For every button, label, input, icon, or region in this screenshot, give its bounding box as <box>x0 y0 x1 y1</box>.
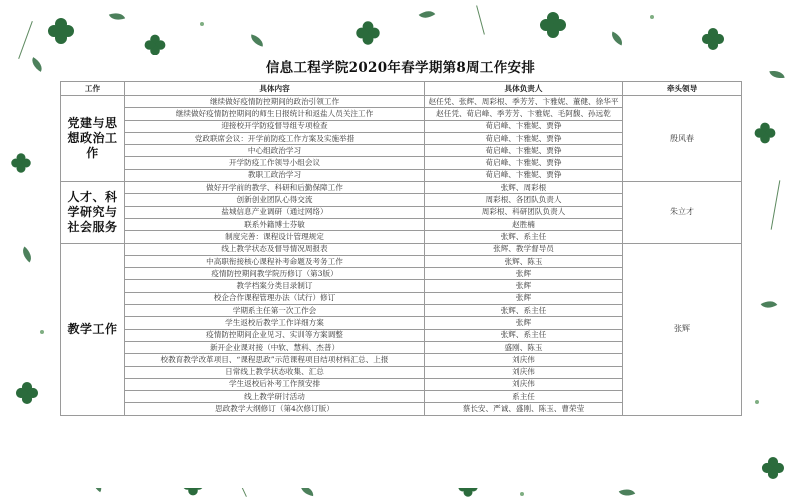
content-cell: 制度完善：课程设计管理规定 <box>125 231 425 243</box>
responsible-cell: 周彩根、科研团队负责人 <box>425 206 623 218</box>
vine-stem <box>476 5 485 34</box>
leaf-icon <box>29 57 46 72</box>
responsible-cell: 荀启峰、卞雅妮、贾铮 <box>425 157 623 169</box>
content-cell: 线上教学研讨活动 <box>125 391 425 403</box>
category-cell: 教学工作 <box>61 243 125 416</box>
content-cell: 新开企业课对接（中软、慧科、杰普） <box>125 341 425 353</box>
responsible-cell: 系主任 <box>425 391 623 403</box>
decor-dot <box>200 22 204 26</box>
content-cell: 校教育教学改革项目、“课程思政”示范课程项目结项材料汇总、上报 <box>125 354 425 366</box>
content-cell: 开学防疫工作领导小组会议 <box>125 157 425 169</box>
responsible-cell: 张辉 <box>425 268 623 280</box>
decor-dot <box>520 492 524 496</box>
clover-icon <box>48 18 74 44</box>
content-cell: 疫情防控期间教学院历修订（第3版） <box>125 268 425 280</box>
content-cell: 疫情防控期间企业见习、实训等方案调整 <box>125 329 425 341</box>
responsible-cell: 周彩根、各团队负责人 <box>425 194 623 206</box>
leaf-icon <box>609 31 625 45</box>
decor-dot <box>650 15 654 19</box>
responsible-cell: 刘庆伟 <box>425 354 623 366</box>
clover-icon <box>702 28 724 50</box>
content-cell: 创新创业团队心得交流 <box>125 194 425 206</box>
leaf-icon <box>419 7 436 22</box>
clover-icon <box>762 457 784 479</box>
leader-cell: 张辉 <box>623 243 742 416</box>
vine-stem <box>771 180 781 229</box>
schedule-body <box>61 96 742 416</box>
vine-stem <box>18 21 33 59</box>
responsible-cell: 盛刚、陈玉 <box>425 341 623 353</box>
content-cell: 党政联席会议：开学前防疫工作方案及实施举措 <box>125 132 425 144</box>
leaf-icon <box>761 297 778 312</box>
content-cell: 线上教学状态及督导情况周报表 <box>125 243 425 255</box>
clover-icon <box>540 12 566 38</box>
leaf-icon <box>769 69 784 80</box>
header-responsible: 具体负责人 <box>425 82 623 96</box>
leader-cell: 殷风春 <box>623 96 742 182</box>
content-cell: 学期系主任第一次工作会 <box>125 305 425 317</box>
header-leader: 牵头领导 <box>623 82 742 96</box>
responsible-cell: 张辉 <box>425 280 623 292</box>
responsible-cell: 张辉 <box>425 317 623 329</box>
clover-icon <box>11 153 31 173</box>
schedule-sheet <box>60 55 741 488</box>
responsible-cell: 张辉、教学督导员 <box>425 243 623 255</box>
responsible-cell: 张辉、系主任 <box>425 329 623 341</box>
responsible-cell: 蔡长安、严诚、盛刚、陈玉、曹荣莹 <box>425 403 623 416</box>
header-work: 工作 <box>61 82 125 96</box>
table-row <box>61 96 742 108</box>
content-cell: 日常线上教学状态收集、汇总 <box>125 366 425 378</box>
responsible-cell: 张辉、陈玉 <box>425 255 623 267</box>
responsible-cell: 荀启峰、卞雅妮、贾铮 <box>425 120 623 132</box>
clover-icon <box>16 382 38 404</box>
responsible-cell: 荀启峰、卞雅妮、贾铮 <box>425 132 623 144</box>
responsible-cell: 张辉、周彩根 <box>425 182 623 194</box>
responsible-cell: 张辉 <box>425 292 623 304</box>
content-cell: 联系外籍博士芬敏 <box>125 218 425 230</box>
responsible-cell: 荀启峰、卞雅妮、贾铮 <box>425 169 623 181</box>
responsible-cell: 刘庆伟 <box>425 378 623 390</box>
responsible-cell: 赵胜楠 <box>425 218 623 230</box>
leaf-icon <box>109 10 125 23</box>
content-cell: 学生返校后补考工作预安排 <box>125 378 425 390</box>
responsible-cell: 张辉、系主任 <box>425 231 623 243</box>
decor-dot <box>755 400 759 404</box>
content-cell: 迎接校开学防疫督导组专项检查 <box>125 120 425 132</box>
content-cell: 学生返校后教学工作详细方案 <box>125 317 425 329</box>
content-cell: 思政教学大纲修订（第4次修订版） <box>125 403 425 416</box>
responsible-cell: 刘庆伟 <box>425 366 623 378</box>
category-cell: 党建与思想政治工作 <box>61 96 125 182</box>
page-title: 信息工程学院2020年春学期第8周工作安排 <box>265 60 536 76</box>
clover-icon <box>755 123 776 144</box>
responsible-cell: 荀启峰、卞雅妮、贾铮 <box>425 145 623 157</box>
content-cell: 中高职衔接核心课程补考命题及考务工作 <box>125 255 425 267</box>
responsible-cell: 赵任凭、张辉、周彩根、季芳芳、卞雅妮、董健、徐华平 <box>425 96 623 108</box>
clover-icon <box>145 35 166 56</box>
content-cell: 盐城信息产业调研（通过网络） <box>125 206 425 218</box>
schedule-table <box>60 81 742 416</box>
responsible-cell: 赵任凭、荀启峰、季芳芳、卞雅妮、毛阿馥、孙远乾 <box>425 108 623 120</box>
leaf-icon <box>249 34 265 46</box>
clover-icon <box>356 21 379 44</box>
leaf-icon <box>19 247 36 263</box>
header-content: 具体内容 <box>125 82 425 96</box>
content-cell: 做好开学前的教学、科研和后勤保障工作 <box>125 182 425 194</box>
decor-dot <box>40 330 44 334</box>
category-cell: 人才、科学研究与社会服务 <box>61 182 125 243</box>
table-row <box>61 182 742 194</box>
responsible-cell: 张辉、系主任 <box>425 305 623 317</box>
table-row <box>61 243 742 255</box>
leader-cell: 朱立才 <box>623 182 742 243</box>
content-cell: 教学档案分类目录制订 <box>125 280 425 292</box>
content-cell: 继续做好疫情防控期间的师生日报统计和返盐人员关注工作 <box>125 108 425 120</box>
content-cell: 校企合作课程管理办法（试行）修订 <box>125 292 425 304</box>
table-header-row <box>61 82 742 96</box>
content-cell: 教职工政治学习 <box>125 169 425 181</box>
content-cell: 继续做好疫情防控期间的政治引领工作 <box>125 96 425 108</box>
content-cell: 中心组政治学习 <box>125 145 425 157</box>
